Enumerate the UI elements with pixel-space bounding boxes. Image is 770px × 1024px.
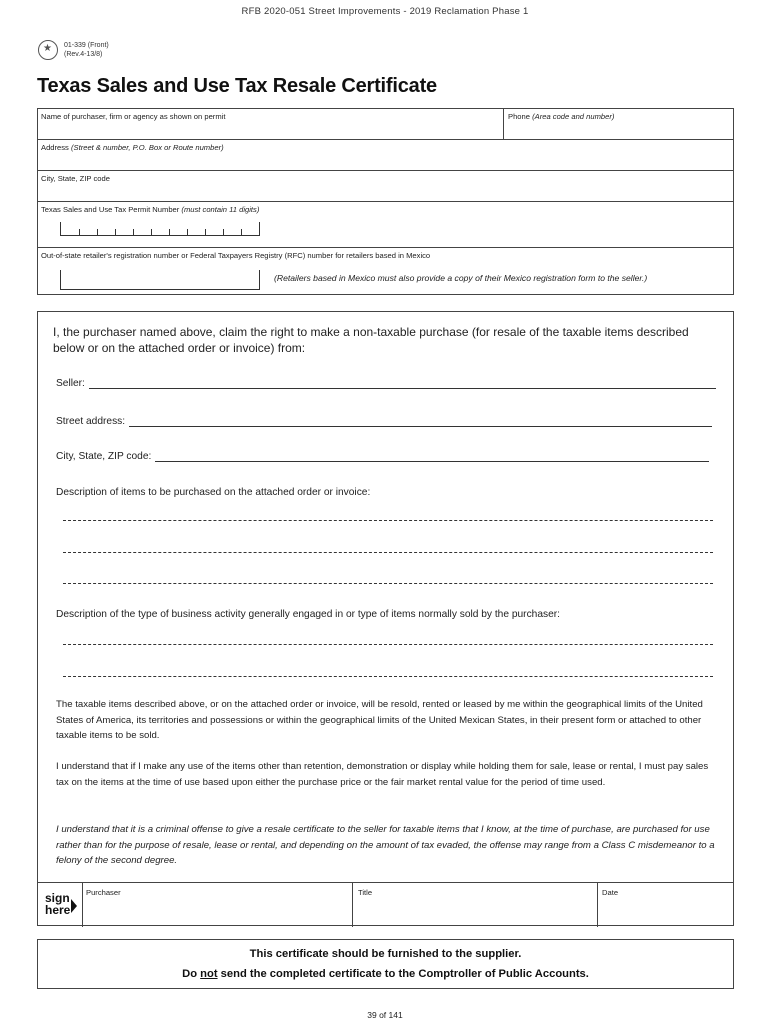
business-description-label: Description of the type of business activity generally engaged in or type of items normally sold by the purchaser: (56, 609, 560, 620)
city-state-zip-field[interactable]: City, State, ZIP code: (56, 451, 709, 462)
items-description-label: Description of items to be purchased on the attached order or invoice: (56, 487, 371, 498)
address-row[interactable] (38, 139, 733, 169)
address-label: Address (Street & number, P.O. Box or Route number) (41, 143, 224, 152)
rfc-note: (Retailers based in Mexico must also provide a copy of their Mexico registration form to the seller.) (274, 273, 648, 283)
notice-line-2: Do not send the completed certificate to the Comptroller of Public Accounts. (182, 968, 589, 980)
permit-number-label: Texas Sales and Use Tax Permit Number (must contain 11 digits) (41, 205, 260, 214)
city-state-zip-label: City, State, ZIP code (41, 174, 110, 183)
items-description-line[interactable] (63, 552, 713, 553)
signature-row (38, 882, 733, 926)
comptroller-seal-icon (38, 40, 58, 60)
resale-statement: The taxable items described above, or on the attached order or invoice, will be resold, rented or leased by me within the geographical limits of the United States of America, its territories and possessions or within the geographical limits of the United Mexican States, in their present form or attached to other taxable items to be sold. (56, 699, 703, 741)
rfc-label: Out-of-state retailer's registration number or Federal Taxpayers Registry (RFC) number for retailers based in Mexico (41, 251, 431, 260)
supplier-notice (37, 939, 734, 989)
notice-line-1: This certificate should be furnished to the supplier. (249, 948, 522, 960)
city-row[interactable] (38, 170, 733, 201)
form-revision: (Rev.4-13/8) (64, 51, 103, 58)
page-number: 39 of 141 (367, 1010, 403, 1020)
claim-section (37, 311, 734, 926)
page-title: Texas Sales and Use Tax Resale Certificate (37, 75, 437, 97)
purchaser-signature-label: Purchaser (86, 888, 121, 897)
street-address-field[interactable]: Street address: (56, 416, 712, 427)
items-description-line[interactable] (63, 520, 713, 521)
items-description-line[interactable] (63, 583, 713, 584)
purchaser-info-section (37, 108, 734, 295)
business-description-line[interactable] (63, 644, 713, 645)
business-description-line[interactable] (63, 676, 713, 677)
purchaser-name-label: Name of purchaser, firm or agency as shown on permit (41, 112, 226, 121)
phone-label: Phone (Area code and number) (508, 112, 615, 121)
rfc-number-input[interactable] (60, 270, 260, 290)
seller-field[interactable]: Seller: (56, 378, 716, 389)
use-statement: I understand that if I make any use of the items other than retention, demonstration or display while holding them for sale, lease or rental, I must pay sales tax on the items at the time of use based upon either the purchase price or the fair market rental value for the period of time used. (56, 761, 709, 788)
date-label: Date (602, 888, 619, 897)
running-header: RFB 2020-051 Street Improvements - 2019 Reclamation Phase 1 (241, 6, 529, 17)
form-number: 01-339 (Front) (64, 42, 109, 49)
criminal-offense-statement: I understand that it is a criminal offense to give a resale certificate to the seller for taxable items that I know, at the time of purchase, are purchased for use rather than for the purpose of resale, lease or rental, and depending on the amount of tax evaded, the offense may range from a Class C misdemeanor to a felony of the second degree. (56, 824, 715, 866)
title-label: Title (358, 888, 373, 897)
sign-here-icon: sign here (43, 887, 79, 923)
claim-statement: I, the purchaser named above, claim the right to make a non-taxable purchase (for resale of the taxable items described below or on the attached order or invoice) from: (53, 325, 689, 355)
permit-number-input[interactable] (60, 222, 260, 236)
form-identifier (38, 40, 109, 60)
